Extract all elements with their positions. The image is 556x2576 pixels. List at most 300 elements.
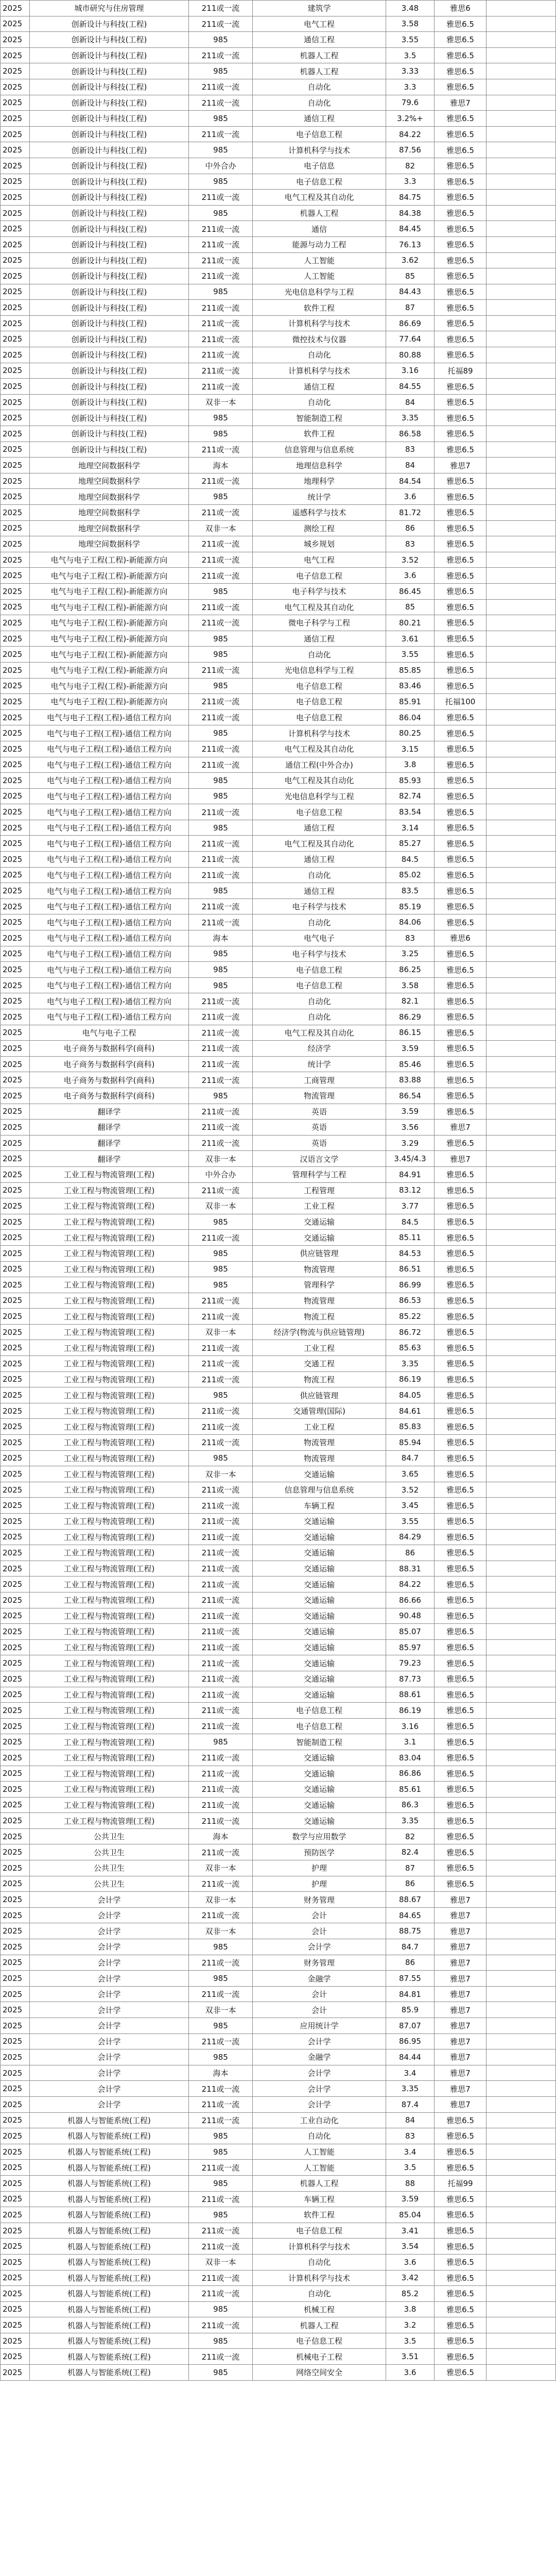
program-cell: 创新设计与科技(工程) [30,315,189,331]
school-tier-cell: 211或一流 [189,1703,253,1719]
undergrad-major-cell: 电子科学与技术 [253,899,386,914]
undergrad-major-cell: 工业工程 [253,1198,386,1214]
language-score-cell: 雅思7 [435,1892,486,1908]
gpa-cell: 85.85 [386,662,435,678]
program-cell: 会计学 [30,1923,189,1939]
program-cell: 工业工程与物流管理(工程) [30,1624,189,1640]
undergrad-major-cell: 电子信息工程 [253,568,386,584]
school-tier-cell: 211或一流 [189,1419,253,1435]
notes-cell [486,1592,556,1608]
table-row [1,1860,556,1876]
school-tier-cell: 211或一流 [189,2270,253,2286]
year-cell: 2025 [1,1844,30,1860]
school-tier-cell: 211或一流 [189,1876,253,1892]
notes-cell [486,647,556,663]
language-score-cell: 雅思6.5 [435,1104,486,1120]
program-cell: 创新设计与科技(工程) [30,95,189,111]
language-score-cell: 雅思6.5 [435,426,486,442]
table-row [1,993,556,1009]
notes-cell [486,2270,556,2286]
table-row [1,1655,556,1671]
table-row [1,142,556,158]
gpa-cell: 3.35 [386,1356,435,1372]
undergrad-major-cell: 交通运输 [253,1608,386,1624]
notes-cell [486,47,556,63]
program-cell: 会计学 [30,1986,189,2002]
notes-cell [486,1655,556,1671]
notes-cell [486,977,556,993]
gpa-cell: 3.59 [386,1104,435,1120]
table-row [1,1230,556,1246]
language-score-cell: 雅思6.5 [435,2286,486,2302]
year-cell: 2025 [1,379,30,395]
gpa-cell: 85.83 [386,1419,435,1435]
language-score-cell: 雅思6.5 [435,1324,486,1340]
year-cell: 2025 [1,1955,30,1971]
gpa-cell: 77.64 [386,331,435,347]
notes-cell [486,2112,556,2128]
program-cell: 电气与电子工程(工程)-通信工程方向 [30,788,189,804]
year-cell: 2025 [1,709,30,725]
program-cell: 工业工程与物流管理(工程) [30,1466,189,1482]
notes-cell [486,1309,556,1325]
year-cell: 2025 [1,1,30,16]
table-row [1,2207,556,2223]
year-cell: 2025 [1,1907,30,1923]
program-cell: 创新设计与科技(工程) [30,79,189,95]
undergrad-major-cell: 物流管理 [253,1435,386,1451]
year-cell: 2025 [1,2018,30,2034]
year-cell: 2025 [1,300,30,316]
table-row [1,1198,556,1214]
gpa-cell: 86.69 [386,315,435,331]
notes-cell [486,1482,556,1498]
year-cell: 2025 [1,899,30,914]
program-cell: 电气与电子工程(工程)-通信工程方向 [30,930,189,946]
year-cell: 2025 [1,1340,30,1356]
notes-cell [486,852,556,868]
notes-cell [486,1072,556,1088]
school-tier-cell: 211或一流 [189,1104,253,1120]
school-tier-cell: 211或一流 [189,126,253,142]
school-tier-cell: 211或一流 [189,1309,253,1325]
gpa-cell: 3.5 [386,47,435,63]
gpa-cell: 88.75 [386,1923,435,1939]
gpa-cell: 86.19 [386,1371,435,1387]
table-row [1,32,556,48]
undergrad-major-cell: 车辆工程 [253,2191,386,2207]
language-score-cell: 雅思6.5 [435,1230,486,1246]
notes-cell [486,63,556,79]
year-cell: 2025 [1,158,30,174]
year-cell: 2025 [1,1088,30,1104]
gpa-cell: 3.2 [386,2317,435,2333]
table-row [1,1971,556,1987]
notes-cell [486,1844,556,1860]
gpa-cell: 3.55 [386,32,435,48]
undergrad-major-cell: 信息管理与信息系统 [253,1482,386,1498]
gpa-cell: 3.61 [386,631,435,647]
notes-cell [486,1135,556,1151]
notes-cell [486,552,556,568]
year-cell: 2025 [1,1718,30,1734]
language-score-cell: 雅思6.5 [435,1309,486,1325]
gpa-cell: 86 [386,1545,435,1561]
gpa-cell: 86.86 [386,1766,435,1782]
year-cell: 2025 [1,111,30,127]
program-cell: 工业工程与物流管理(工程) [30,1214,189,1230]
gpa-cell: 3.65 [386,1466,435,1482]
notes-cell [486,1797,556,1813]
school-tier-cell: 985 [189,946,253,962]
year-cell: 2025 [1,852,30,868]
language-score-cell: 雅思6.5 [435,899,486,914]
notes-cell [486,599,556,615]
language-score-cell: 雅思6.5 [435,126,486,142]
year-cell: 2025 [1,1245,30,1261]
program-cell: 工业工程与物流管理(工程) [30,1261,189,1277]
language-score-cell: 雅思6.5 [435,520,486,536]
table-row [1,2365,556,2381]
language-score-cell: 雅思6.5 [435,16,486,32]
table-row [1,1624,556,1640]
notes-cell [486,79,556,95]
undergrad-major-cell: 会计学 [253,1939,386,1955]
program-cell: 工业工程与物流管理(工程) [30,1498,189,1514]
language-score-cell: 雅思7 [435,1971,486,1987]
gpa-cell: 86.99 [386,1277,435,1293]
table-row [1,647,556,663]
notes-cell [486,788,556,804]
undergrad-major-cell: 应用统计学 [253,2018,386,2034]
year-cell: 2025 [1,1324,30,1340]
year-cell: 2025 [1,426,30,442]
undergrad-major-cell: 通信工程 [253,883,386,899]
undergrad-major-cell: 自动化 [253,647,386,663]
school-tier-cell: 211或一流 [189,1135,253,1151]
table-row [1,410,556,426]
year-cell: 2025 [1,505,30,521]
undergrad-major-cell: 通信工程(中外合办) [253,757,386,773]
undergrad-major-cell: 计算机科学与技术 [253,2270,386,2286]
table-row [1,1529,556,1545]
school-tier-cell: 985 [189,32,253,48]
school-tier-cell: 211或一流 [189,1844,253,1860]
year-cell: 2025 [1,2112,30,2128]
undergrad-major-cell: 财务管理 [253,1892,386,1908]
gpa-cell: 3.45 [386,1498,435,1514]
undergrad-major-cell: 建筑学 [253,1,386,16]
language-score-cell: 雅思6.5 [435,1482,486,1498]
program-cell: 工业工程与物流管理(工程) [30,1245,189,1261]
language-score-cell: 雅思6.5 [435,331,486,347]
undergrad-major-cell: 统计学 [253,1056,386,1072]
program-cell: 创新设计与科技(工程) [30,174,189,190]
language-score-cell: 雅思6.5 [435,2223,486,2239]
notes-cell [486,1671,556,1687]
notes-cell [486,1,556,16]
program-cell: 翻译学 [30,1104,189,1120]
year-cell: 2025 [1,1939,30,1955]
language-score-cell: 雅思6.5 [435,773,486,789]
program-cell: 机器人与智能系统(工程) [30,2128,189,2144]
table-row [1,615,556,631]
notes-cell [486,32,556,48]
table-row [1,1545,556,1561]
program-cell: 电气与电子工程(工程)-新能源方向 [30,599,189,615]
table-row [1,2223,556,2239]
year-cell: 2025 [1,2239,30,2255]
table-row [1,599,556,615]
language-score-cell: 雅思6.5 [435,79,486,95]
gpa-cell: 88.31 [386,1561,435,1577]
table-row [1,1041,556,1057]
school-tier-cell: 中外合办 [189,158,253,174]
program-cell: 电气与电子工程(工程)-新能源方向 [30,583,189,599]
undergrad-major-cell: 交通运输 [253,1624,386,1640]
school-tier-cell: 211或一流 [189,1025,253,1041]
language-score-cell: 雅思6.5 [435,1498,486,1514]
language-score-cell: 雅思6.5 [435,1734,486,1750]
school-tier-cell: 211或一流 [189,757,253,773]
notes-cell [486,95,556,111]
language-score-cell: 雅思6.5 [435,1592,486,1608]
program-cell: 地理空间数据科学 [30,505,189,521]
school-tier-cell: 211或一流 [189,1624,253,1640]
year-cell: 2025 [1,205,30,221]
language-score-cell: 雅思6.5 [435,1245,486,1261]
school-tier-cell: 双非一本 [189,520,253,536]
school-tier-cell: 985 [189,2175,253,2191]
undergrad-major-cell: 通信工程 [253,631,386,647]
school-tier-cell: 海本 [189,457,253,473]
gpa-cell: 3.58 [386,977,435,993]
undergrad-major-cell: 护理 [253,1876,386,1892]
program-cell: 电气与电子工程(工程)-通信工程方向 [30,725,189,741]
table-row [1,725,556,741]
undergrad-major-cell: 英语 [253,1135,386,1151]
notes-cell [486,2365,556,2381]
gpa-cell: 3.41 [386,2223,435,2239]
table-row [1,174,556,190]
year-cell: 2025 [1,2002,30,2018]
year-cell: 2025 [1,347,30,363]
school-tier-cell: 985 [189,631,253,647]
table-row [1,631,556,647]
notes-cell [486,2286,556,2302]
year-cell: 2025 [1,694,30,710]
notes-cell [486,1782,556,1798]
gpa-cell: 3.2%+ [386,111,435,127]
year-cell: 2025 [1,1529,30,1545]
program-cell: 工业工程与物流管理(工程) [30,1293,189,1309]
table-row [1,1245,556,1261]
language-score-cell: 雅思6.5 [435,1340,486,1356]
undergrad-major-cell: 电子信息工程 [253,694,386,710]
program-cell: 创新设计与科技(工程) [30,347,189,363]
year-cell: 2025 [1,1687,30,1703]
school-tier-cell: 211或一流 [189,1687,253,1703]
language-score-cell: 雅思6.5 [435,2128,486,2144]
gpa-cell: 87 [386,1860,435,1876]
year-cell: 2025 [1,914,30,930]
school-tier-cell: 985 [189,2207,253,2223]
gpa-cell: 3.29 [386,1135,435,1151]
table-row [1,2317,556,2333]
language-score-cell: 雅思6.5 [435,1655,486,1671]
gpa-cell: 3.4 [386,2065,435,2081]
table-row [1,236,556,252]
gpa-cell: 3.59 [386,2191,435,2207]
program-cell: 电子商务与数据科学(商科) [30,1072,189,1088]
year-cell: 2025 [1,631,30,647]
language-score-cell: 雅思7 [435,2002,486,2018]
table-row [1,1876,556,1892]
year-cell: 2025 [1,1577,30,1592]
program-cell: 电气与电子工程(工程)-通信工程方向 [30,993,189,1009]
language-score-cell: 雅思7 [435,1120,486,1136]
school-tier-cell: 211或一流 [189,1986,253,2002]
table-row [1,1577,556,1592]
undergrad-major-cell: 计算机科学与技术 [253,2239,386,2255]
table-row [1,1009,556,1025]
school-tier-cell: 211或一流 [189,1750,253,1766]
language-score-cell: 雅思6.5 [435,205,486,221]
school-tier-cell: 211或一流 [189,1182,253,1198]
program-cell: 电气与电子工程(工程)-新能源方向 [30,615,189,631]
language-score-cell: 雅思6.5 [435,142,486,158]
undergrad-major-cell: 交通运输 [253,1592,386,1608]
year-cell: 2025 [1,126,30,142]
language-score-cell: 雅思6.5 [435,1813,486,1829]
table-row [1,473,556,489]
undergrad-major-cell: 电子科学与技术 [253,583,386,599]
program-cell: 工业工程与物流管理(工程) [30,1529,189,1545]
notes-cell [486,1923,556,1939]
program-cell: 工业工程与物流管理(工程) [30,1514,189,1530]
language-score-cell: 雅思6.5 [435,473,486,489]
notes-cell [486,331,556,347]
year-cell: 2025 [1,2144,30,2160]
undergrad-major-cell: 电子信息工程 [253,977,386,993]
school-tier-cell: 211或一流 [189,741,253,757]
program-cell: 机器人与智能系统(工程) [30,2270,189,2286]
undergrad-major-cell: 交通工程 [253,1356,386,1372]
year-cell: 2025 [1,583,30,599]
language-score-cell: 雅思6.5 [435,1466,486,1482]
undergrad-major-cell: 计算机科学与技术 [253,315,386,331]
notes-cell [486,473,556,489]
program-cell: 工业工程与物流管理(工程) [30,1435,189,1451]
table-row [1,2270,556,2286]
language-score-cell: 雅思6.5 [435,1608,486,1624]
language-score-cell: 雅思6.5 [435,852,486,868]
year-cell: 2025 [1,457,30,473]
school-tier-cell: 海本 [189,2065,253,2081]
undergrad-major-cell: 通信工程 [253,111,386,127]
year-cell: 2025 [1,993,30,1009]
year-cell: 2025 [1,2286,30,2302]
table-row [1,2096,556,2112]
school-tier-cell: 211或一流 [189,536,253,552]
year-cell: 2025 [1,883,30,899]
language-score-cell: 雅思6.5 [435,2254,486,2270]
undergrad-major-cell: 工程管理 [253,1182,386,1198]
school-tier-cell: 211或一流 [189,363,253,379]
program-cell: 翻译学 [30,1151,189,1167]
year-cell: 2025 [1,2175,30,2191]
year-cell: 2025 [1,820,30,836]
notes-cell [486,583,556,599]
undergrad-major-cell: 自动化 [253,993,386,1009]
notes-cell [486,268,556,284]
program-cell: 工业工程与物流管理(工程) [30,1703,189,1719]
notes-cell [486,804,556,820]
undergrad-major-cell: 智能制造工程 [253,410,386,426]
program-cell: 创新设计与科技(工程) [30,63,189,79]
program-cell: 创新设计与科技(工程) [30,252,189,268]
school-tier-cell: 211或一流 [189,709,253,725]
program-cell: 地理空间数据科学 [30,536,189,552]
school-tier-cell: 双非一本 [189,2254,253,2270]
language-score-cell: 雅思7 [435,2033,486,2049]
school-tier-cell: 985 [189,2049,253,2065]
year-cell: 2025 [1,394,30,410]
undergrad-major-cell: 管理科学 [253,1277,386,1293]
school-tier-cell: 211或一流 [189,1639,253,1655]
language-score-cell: 雅思6.5 [435,993,486,1009]
gpa-cell: 79.23 [386,1655,435,1671]
gpa-cell: 84.91 [386,1166,435,1182]
year-cell: 2025 [1,867,30,883]
notes-cell [486,300,556,316]
year-cell: 2025 [1,2160,30,2176]
notes-cell [486,221,556,237]
table-row [1,678,556,694]
school-tier-cell: 211或一流 [189,252,253,268]
notes-cell [486,1529,556,1545]
table-row [1,2160,556,2176]
school-tier-cell: 211或一流 [189,1371,253,1387]
table-row [1,930,556,946]
school-tier-cell: 985 [189,2301,253,2317]
notes-cell [486,678,556,694]
year-cell: 2025 [1,1545,30,1561]
gpa-cell: 85 [386,268,435,284]
undergrad-major-cell: 交通运输 [253,1813,386,1829]
table-row [1,47,556,63]
school-tier-cell: 211或一流 [189,47,253,63]
year-cell: 2025 [1,741,30,757]
notes-cell [486,1056,556,1072]
program-cell: 工业工程与物流管理(工程) [30,1655,189,1671]
program-cell: 机器人与智能系统(工程) [30,2333,189,2349]
undergrad-major-cell: 地理信息科学 [253,457,386,473]
table-row [1,1450,556,1466]
notes-cell [486,1261,556,1277]
table-row [1,505,556,521]
year-cell: 2025 [1,1356,30,1372]
language-score-cell: 雅思6.5 [435,2301,486,2317]
gpa-cell: 84.5 [386,852,435,868]
table-row [1,1072,556,1088]
gpa-cell: 3.62 [386,252,435,268]
undergrad-major-cell: 交通运输 [253,1514,386,1530]
language-score-cell: 雅思6.5 [435,442,486,457]
school-tier-cell: 211或一流 [189,221,253,237]
table-row [1,741,556,757]
undergrad-major-cell: 工业工程 [253,1340,386,1356]
